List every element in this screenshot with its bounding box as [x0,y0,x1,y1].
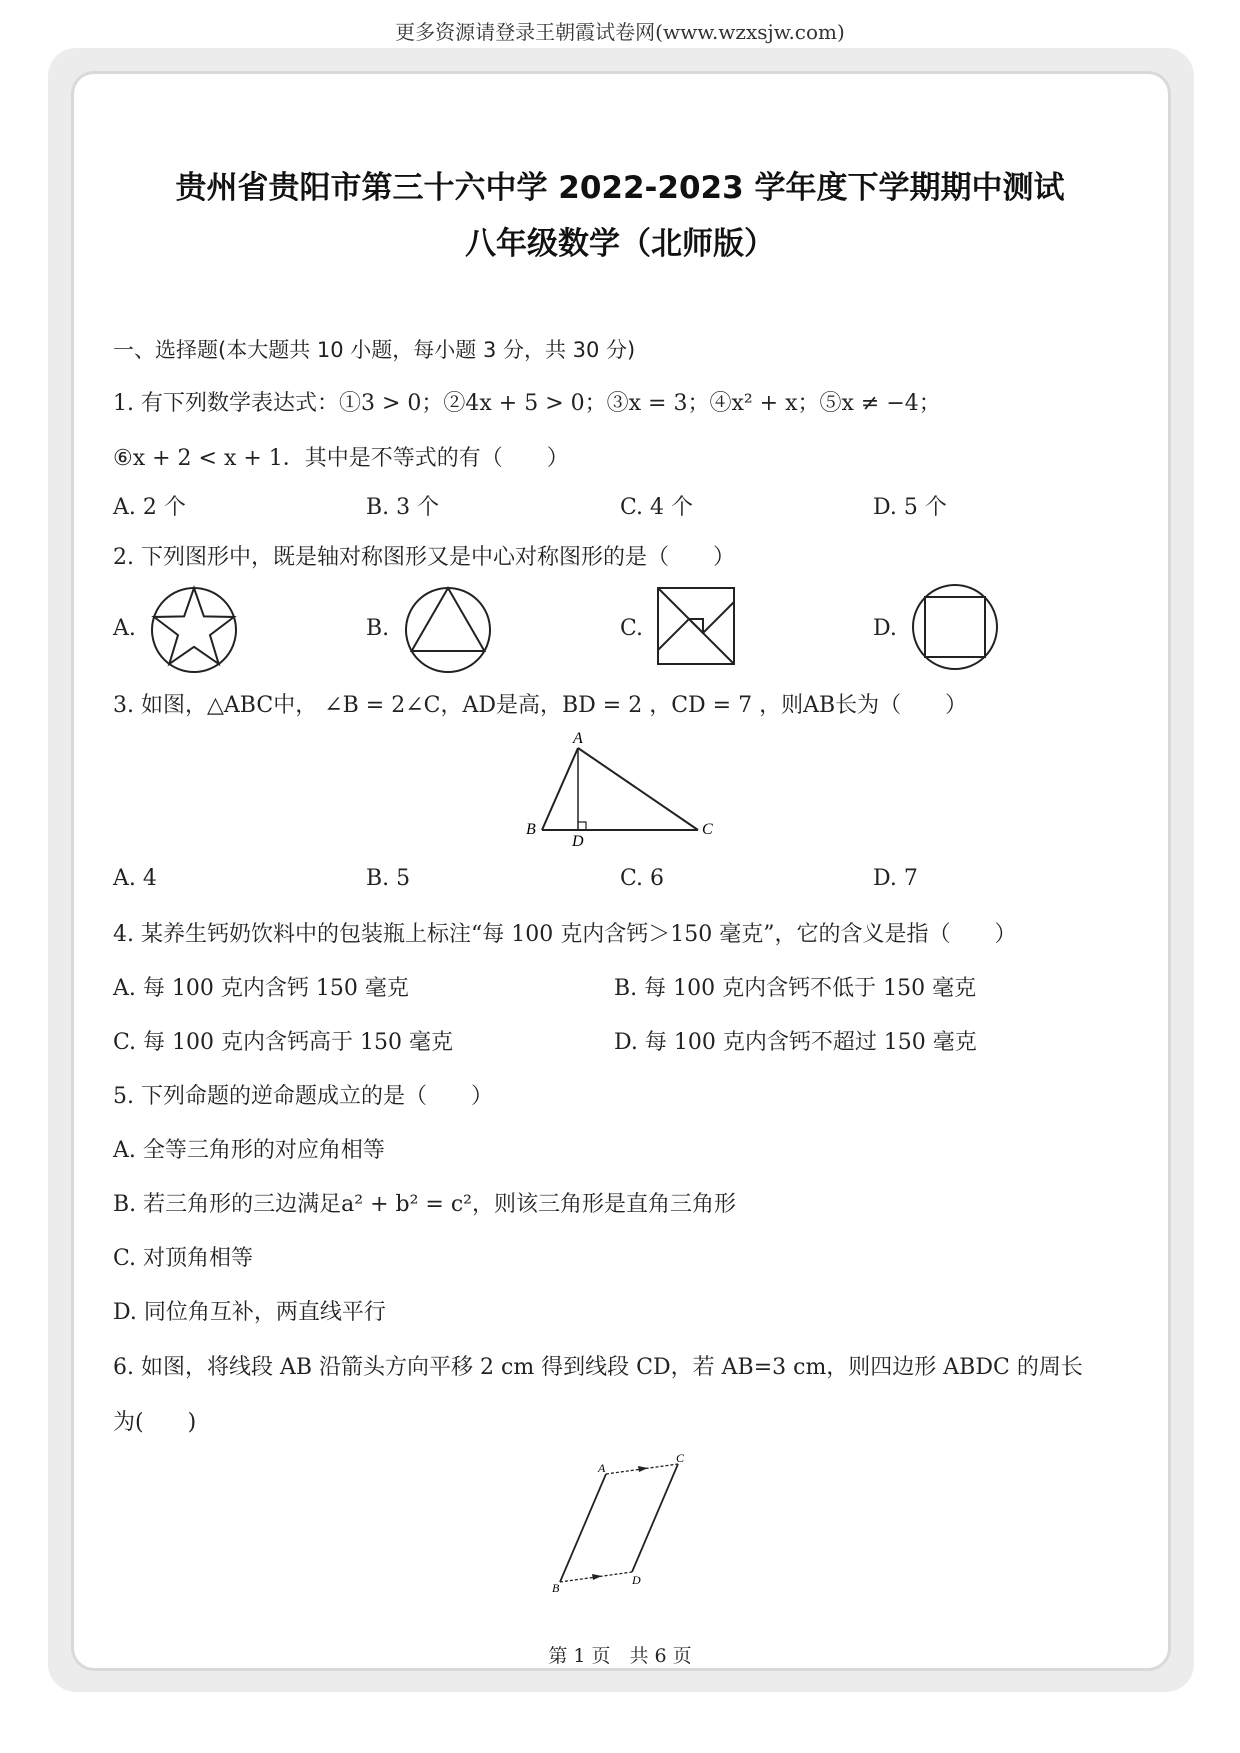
label-b: B [526,821,536,838]
q4-option-b: B. 每 100 克内含钙不低于 150 毫克 [614,976,977,1001]
label-d: D [632,1573,641,1587]
label-c: C [702,821,713,838]
q1-stem-line1: 1. 有下列数学表达式：①3 > 0；②4x + 5 > 0；③x = 3；④x² + x；⑤x ≠ −4； [113,391,941,416]
q4-option-d: D. 每 100 克内含钙不超过 150 毫克 [614,1030,977,1055]
q4-option-a: A. 每 100 克内含钙 150 毫克 [113,976,409,1001]
q1-option-c: C. 4 个 [620,495,694,520]
label-d: D [572,833,584,850]
q6-parallelogram-figure [548,1451,698,1595]
q3-option-c: C. 6 [620,866,665,891]
q3-option-b: B. 5 [366,866,411,891]
q2-option-c: C. [620,616,644,641]
label-a: A [573,730,583,747]
figure-circle-triangle [402,584,494,676]
q2-option-d: D. [873,616,897,641]
q5-option-d: D. 同位角互补，两直线平行 [113,1300,386,1325]
figure-circle-square [910,582,1000,672]
q1-option-b: B. 3 个 [366,495,440,520]
q5-option-b: B. 若三角形的三边满足a² + b² = c²，则该三角形是直角三角形 [113,1192,736,1217]
q4-stem: 4. 某养生钙奶饮料中的包装瓶上标注“每 100 克内含钙＞150 毫克”，它的含义是指（ ） [113,922,1017,947]
figure-square-pinwheel [656,586,736,666]
page-number: 第 1 页 共 6 页 [548,1645,692,1667]
q2-option-a: A. [113,616,136,641]
source-banner: 更多资源请登录王朝霞试卷网(www.wzxsjw.com) [395,20,845,44]
q6-stem-line1: 6. 如图，将线段 AB 沿箭头方向平移 2 cm 得到线段 CD，若 AB=3 cm，则四边形 ABDC 的周长 [113,1355,1083,1380]
q3-option-a: A. 4 [113,866,157,891]
q4-option-c: C. 每 100 克内含钙高于 150 毫克 [113,1030,453,1055]
figure-circle-star [148,584,240,676]
q1-stem-line2: ⑥x + 2 < x + 1．其中是不等式的有（ ） [113,446,569,471]
exam-subtitle: 八年级数学（北师版） [465,226,775,262]
label-c: C [676,1451,685,1465]
q5-option-a: A. 全等三角形的对应角相等 [113,1138,385,1163]
q1-option-a: A. 2 个 [113,495,186,520]
label-a: A [598,1461,606,1475]
q5-stem: 5. 下列命题的逆命题成立的是（ ） [113,1084,493,1109]
q3-stem: 3. 如图，△ABC中， ∠B = 2∠C，AD是高，BD = 2 ，CD = 7 ，则AB长为（ ） [113,693,968,718]
q1-option-d: D. 5 个 [873,495,947,520]
section-heading: 一、选择题(本大题共 10 小题，每小题 3 分，共 30 分) [113,338,636,362]
q3-option-d: D. 7 [873,866,918,891]
label-b: B [552,1581,560,1595]
q5-option-c: C. 对顶角相等 [113,1246,254,1271]
q2-option-b: B. [366,616,390,641]
q3-triangle-figure [520,728,720,848]
exam-title: 贵州省贵阳市第三十六中学 2022-2023 学年度下学期期中测试 [175,170,1065,206]
q6-stem-line2: 为( ) [113,1410,197,1435]
q2-stem: 2. 下列图形中，既是轴对称图形又是中心对称图形的是（ ） [113,545,735,570]
